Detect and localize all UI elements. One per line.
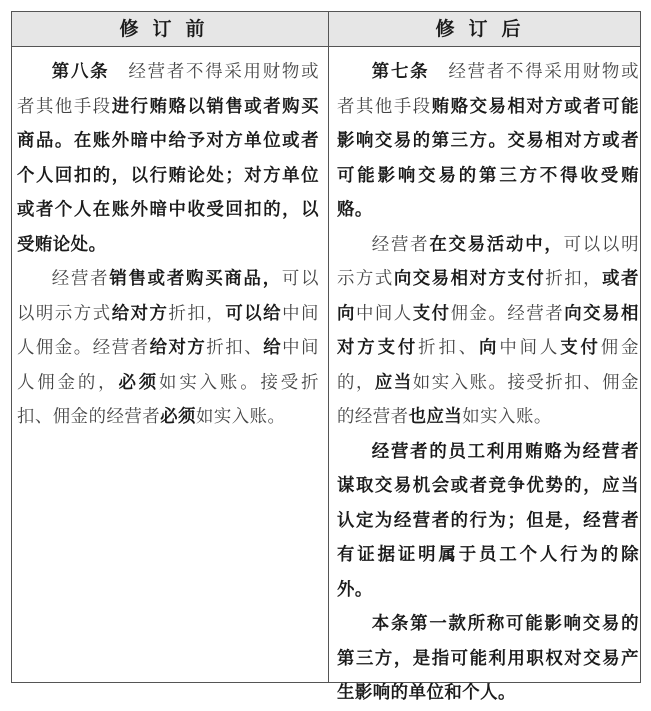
- bold-text: 支付: [560, 338, 601, 358]
- table-header: [12, 12, 640, 47]
- header-before: 修订前: [119, 18, 219, 40]
- bold-text: 进行贿赂以销售或者购买商品。在账外暗中给予对方单位或者个人回扣的，以行贿论处；对方单位或者个人在账外暗中收受回扣的，以受贿论处。: [17, 96, 319, 255]
- bold-text: 向: [479, 338, 500, 358]
- bold-text: 向交易相对方支付: [337, 303, 639, 358]
- before-column: [17, 55, 319, 435]
- comparison-table: [11, 11, 641, 703]
- regular-text: 经营者: [51, 269, 110, 289]
- bold-text: 经营者的员工利用贿赂为经营者谋取交易机会或者竞争优势的，应当认定为经营者的行为；但是，经营者有证据证明属于员工个人行为的除外。: [337, 441, 639, 600]
- bold-text: 向交易相对方支付: [393, 269, 546, 289]
- bold-text: 第七条: [371, 62, 430, 82]
- regular-text: 经营者: [371, 234, 430, 255]
- regular-text: 中间人佣金的，: [17, 338, 319, 393]
- after-paragraph: [337, 55, 639, 228]
- bold-text: 本条第一款所称可能影响交易的第三方，是指可能利用职权对交易产生影响的单位和个人。: [337, 614, 639, 703]
- before-paragraph: [17, 262, 319, 435]
- after-paragraph: [337, 435, 639, 608]
- regular-text: 折扣，: [168, 303, 226, 324]
- regular-text: 可以以明示方式: [17, 269, 319, 324]
- bold-text: 或者向: [337, 269, 639, 324]
- bold-text: 应当: [374, 372, 413, 393]
- regular-text: 中间人: [355, 303, 413, 324]
- before-paragraph: [17, 55, 319, 262]
- bold-text: 第八条: [51, 62, 110, 82]
- regular-text: 中间人: [499, 338, 561, 358]
- regular-text: 经营者不得采用财物或者其他手段: [337, 62, 639, 117]
- regular-text: 可以以明示方式: [337, 234, 639, 289]
- regular-text: 经营者不得采用财物或者其他手段: [17, 62, 319, 117]
- after-column: [337, 55, 639, 711]
- bold-text: 必须: [118, 372, 160, 393]
- column-divider: [328, 12, 329, 682]
- regular-text: 折扣、: [418, 338, 480, 358]
- bold-text: 给对方: [111, 303, 169, 324]
- regular-text: 折扣，: [545, 269, 603, 289]
- bold-text: 给对方: [149, 338, 207, 358]
- regular-text: 折扣、: [206, 338, 264, 358]
- bold-text: 销售或者购买商品，: [109, 269, 282, 289]
- after-paragraph: [337, 228, 639, 435]
- regular-text: 佣金。经营者: [450, 303, 565, 324]
- bold-text: 必须: [160, 407, 196, 427]
- regular-text: 如实入账。接受折扣、佣金的经营者: [337, 372, 639, 427]
- header-after: 修订后: [435, 18, 535, 40]
- bold-text: 也应当: [408, 407, 463, 427]
- regular-text: 如实入账。接受折扣、佣金的经营者: [17, 372, 319, 427]
- bold-text: 在交易活动中，: [429, 234, 564, 255]
- bold-text: 贿赂交易相对方或者可能影响交易的第三方。交易相对方或者可能影响交易的第三方不得收受贿赂。: [337, 96, 639, 220]
- bold-text: 支付: [412, 303, 451, 324]
- after-paragraph: [337, 607, 639, 711]
- bold-text: 给: [263, 338, 283, 358]
- regular-text: 如实入账。: [462, 407, 552, 427]
- bold-text: 可以给: [225, 303, 283, 324]
- regular-text: 如实入账。: [195, 407, 286, 427]
- regular-text: 中间人佣金。经营者: [17, 303, 319, 358]
- regular-text: 佣金的，: [337, 338, 639, 393]
